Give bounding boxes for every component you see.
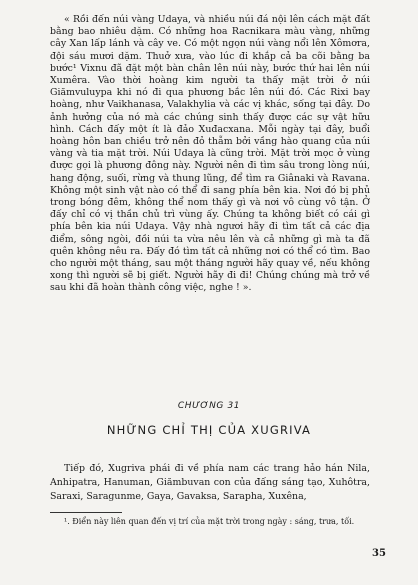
footnote: ¹. Điển này liên quan đến vị trí của mặt trời trong ngày : sáng, trưa, tối.: [64, 517, 355, 526]
page-number: 35: [372, 548, 386, 559]
chapter-number: CHƯƠNG 31: [177, 401, 241, 411]
chapter-title: NHỮNG CHỈ THỊ CỦA XUGRIVA: [106, 423, 312, 437]
second-paragraph: Tiếp đó, Xugriva phái đi về phía nam các trang hảo hán Nila, Anhipatra, Hanuman, Giămbuvan con của đấng sáng tạo, Xuhôtra, Saraxi, Saragunme, Gaya, Gavaksa, Sarapha, Xuxêna,: [50, 463, 370, 502]
body-paragraph: « Rồi đến núi vàng Udaya, và nhiều núi đá nội lên cách mặt đất bằng bao nhiêu dặm. Có những hoa Racnikara màu vàng, những cây Xan lấp lánh và cây ve. Có một ngọn núi vàng nổi lên Xômơra, đội sáu mươi dặm. Thuở xưa, vào lúc đi khắp cả ba cõi bằng ba bước¹ Vixnu đã đặt một bàn chân lên núi này, bước thứ hai lên núi Xumêra. Vào thời hoàng kim người ta thấy mặt trời ở núi Giămvuluypa khi nó đi qua phương bắc lên núi đó. Các Rixi bay hoàng, như Vaikhanasa, Valakhylia và các vị khác, sống tại đây. Do ảnh hưởng của nó mà các chúng sinh thấy được các sự vật hữu hình. Cách đấy một ít là đảo Xuđacxana. Mỗi ngày tại đây, buổi hoàng hôn ban chiều trở nên đỏ thẫm bởi vầng hào quang của núi vàng và tia mặt trời. Núi Udaya là cũng trời. Mặt trời mọc ở vùng được gọi là phương đông này. Người nên đi tìm sâu trong lòng núi, hang động, suối, rừng và thung lũng, để tìm ra Giânaki và Ravana. Không một sinh vật nào có thể đi sang phía bên kia. Nơi đó bị phủ trong bóng đêm, không thể nom thấy gì và nơi vô cùng vô tận. Ở đấy chỉ có vị thần chủ trì vùng ấy. Chúng ta không biết có cái gì phía bên kia núi Udaya. Vậy nhà ngươi hãy đi tìm tất cả các địa điểm, sông ngòi, đồi núi ta vừa nêu lên và cả những gì mà ta đã quên không nêu ra. Đấy đó tìm tất cả những nơi có thể có tìm. Bao cho người một tháng, sau một tháng người hãy quay về, nếu không xong thì người sẽ bị giết. Người hãy đi đi! Chúng chúng mà trở về sau khi đã hoàn thành công việc, nghe ! ».: [50, 14, 370, 294]
footnote-divider: [50, 512, 122, 513]
